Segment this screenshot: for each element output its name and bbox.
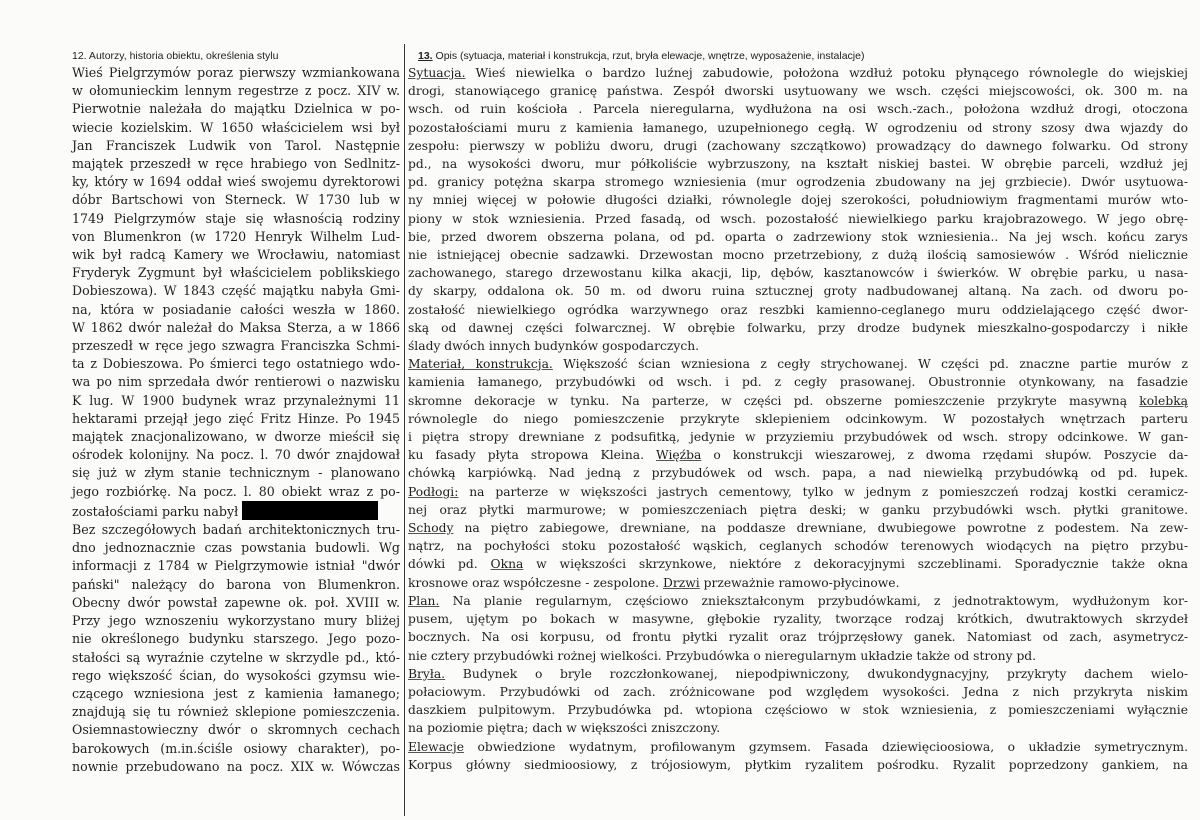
- description-text-line: [408, 610, 1188, 628]
- description-text-line: [408, 592, 1188, 610]
- history-text-line: Osiemnastowieczny dwór o skromnych cechach: [72, 722, 400, 738]
- history-text-column: [72, 64, 400, 776]
- history-text-line: na, która w posiadanie całości weszła w 1860.: [72, 301, 400, 317]
- description-text-line: [408, 647, 1188, 665]
- line-text: piony w stok wzniesienia. Przed fasadą, od wsch. pozostałość niewielkiego parku krajobrazowego. W jego obrę-: [408, 211, 1188, 226]
- line-text: bie, przed dworem obszerna polana, od pd. oparta o zadrzewiony stok wzniesienia.. Na jej wsch. końcu zarys: [408, 229, 1188, 244]
- line-text: przeważnie ramowo-płycinowe.: [699, 575, 900, 590]
- line-text: ską od dawnej części folwarcznej. W obrębie folwarku, przy drodze budynek mieszkalno-gospodarczy i nikłe: [408, 320, 1188, 335]
- description-text-line: [408, 337, 1188, 355]
- line-text: ny mniej więcej w połowie długości działki, równolegle dojej szerokości, południowiym fragmentami murów wto-: [408, 193, 1188, 208]
- line-text: pozostałościami muru z kamienia łamanego, uzupełnionego cegłą. W ogrodzeniu od strony szosy dwa wjazdy do: [408, 120, 1188, 135]
- underlined-term: Materiał, konstrukcja.: [408, 357, 553, 372]
- line-text: daszkiem pulpitowym. Przybudówka pd. wtopiona częściowo w stok wzniesienia, z pomieszczeniami wyłącznie: [408, 703, 1188, 718]
- description-text-column: [408, 64, 1188, 774]
- description-text-line: [408, 282, 1188, 300]
- history-text-line: hektarami przejął jego zięć Fritz Hinze. Po 1945: [72, 410, 400, 426]
- history-text-line: dno jednoznacznie czas powstania budowli. Wg: [72, 540, 400, 556]
- line-text: Większość ścian wzniesiona z cegły strychowanej. W części pd. znaczne partie murów z: [552, 357, 1188, 372]
- description-text-line: [408, 464, 1188, 482]
- line-text: Na planie regularnym, częściowo zniekształconym przybudówkami, z jednotraktowym, wydłużonym kor-: [439, 593, 1188, 608]
- history-text-line: W 1862 dwór należał do Maksa Sterza, a w 1866: [72, 319, 400, 335]
- description-text-line: [408, 665, 1188, 683]
- history-text-line: ośrodek kolonijny. Na pocz. l. 70 dwór znajdował: [72, 447, 400, 463]
- history-text-line: nownie przebudowano na pocz. XIX w. Wówczas: [72, 758, 400, 774]
- underlined-term: Okna: [490, 557, 524, 572]
- description-text-line: [408, 191, 1188, 209]
- history-text-line: czącego wzniesiona jest z kamienia łamanego;: [72, 685, 400, 701]
- line-text: krosnowe oraz współczesne - zespolone.: [408, 575, 663, 590]
- description-text-line: [408, 246, 1188, 264]
- history-text-line: ky, który w 1694 oddał wieś swojemu dyrektorowi: [72, 174, 400, 190]
- history-text-line: K lug. W 1900 budynek wraz przynależnymi 11: [72, 392, 400, 408]
- line-text: obwiedzione wydatnym, profilowanym gzymsem. Fasada dziewięcioosiowa, o układzie symetrycznym.: [464, 739, 1188, 754]
- line-text: wsch. od ruin kościoła . Parcela nieregularna, wydłużona na osi wsch.-zach., położona wzdłuż drogi, otoczona: [408, 102, 1188, 117]
- description-text-line: [408, 428, 1188, 446]
- history-text-line: Fryderyk Zygmunt był właścicielem poblikskiego: [72, 265, 400, 281]
- history-text-line: Bez szczegółowych badań architektonicznych tru-: [72, 522, 400, 538]
- description-text-line: [408, 628, 1188, 646]
- underlined-term: Bryła.: [408, 666, 446, 681]
- history-text-line: von Blumenkron (w 1720 Henryk Wilhelm Lud-: [72, 228, 400, 244]
- history-text-line: przeszedł w ręce jego szwagra Franciszka Schmi-: [72, 338, 400, 354]
- section-heading-text: Opis (sytuacja, materiał i konstrukcja, rzut, bryła elewacje, wnętrze, wyposażenie, instalacje): [432, 50, 865, 62]
- line-text: skromne dekoracje w tynku. Na parterze, w części pd. obszerne pomieszczenie przykryte masywną: [408, 393, 1140, 408]
- description-text-line: [408, 373, 1188, 391]
- description-text-line: [408, 446, 1188, 464]
- line-text: połaciowym. Przybudówki od zach. zróżnicowane pod względem wysokości. Jedna z nich przykryta niskim: [408, 684, 1188, 699]
- column-divider: [404, 44, 405, 816]
- description-text-line: [408, 701, 1188, 719]
- history-text-line: Obecny dwór powstał zapewne ok. poł. XVIII w.: [72, 594, 400, 610]
- history-text-line: dóbr Bartschowi von Sterneck. W 1730 lub w: [72, 192, 400, 208]
- description-text-line: [408, 719, 1188, 737]
- description-text-line: [408, 82, 1188, 100]
- description-text-line: [408, 537, 1188, 555]
- history-text-line: 1749 Pielgrzymów staje się własnością rodziny: [72, 210, 400, 226]
- line-text: Korpus główny siedmioosiowy, z trójosiowym, płytkim ryzalitem pośrodku. Ryzalit poprzedzony gankiem, na: [408, 757, 1188, 772]
- redaction-block: [242, 501, 378, 520]
- history-text-line: jego rozbiórkę. Na pocz. l. 80 obiekt wraz z po-: [72, 483, 400, 499]
- line-text: na poziomie piętra; dach w większości zniszczony.: [408, 721, 721, 736]
- line-text: Budynek o bryle rozczłonkowanej, niepodpiwniczony, dwukondygnacyjny, przykryty dachem wielo-: [445, 666, 1188, 681]
- description-text-line: [408, 392, 1188, 410]
- description-text-line: [408, 228, 1188, 246]
- underlined-term: Schody: [408, 521, 454, 536]
- line-text: na parterze w większości jastrych cementowy, tylko w jednym z pomieszczeń rodzaj kostki ceramicz-: [458, 484, 1188, 499]
- history-text-line: wiecie kozielskim. W 1650 właścicielem wsi był: [72, 119, 400, 135]
- underlined-term: Podłogi:: [408, 484, 459, 499]
- history-text-line: majątek przeszedł w ręce hrabiego von Sedlnitz-: [72, 156, 400, 172]
- history-text-line: Jan Franciszek Ludwik von Tarol. Następnie: [72, 137, 400, 153]
- history-text-line: się już w złym stanie technicznym - planowano: [72, 465, 400, 481]
- line-text: dy skarpy, oddalona ok. 50 m. od dworu ruina sztucznej groty nadbudowanej altaną. Na zach. od dworu po-: [408, 284, 1188, 299]
- description-text-line: [408, 756, 1188, 774]
- line-text: kamienia łamanego, przybudówki od wsch. i pd. z cegły prasowanej. Obustronnie otynkowany, na fasadzie: [408, 375, 1188, 390]
- history-text-line: ta z Dobieszowa. Po śmierci tego ostatniego wdo-: [72, 356, 400, 372]
- line-text: zespołu: pierwszy w pobliżu dworu, drugi (zachowany szczątkowo) prowadzący do dawnego folwarku. Od strony: [408, 138, 1188, 153]
- history-text-line: barokowych (m.in.ściśle osiowy charakter), po-: [72, 740, 400, 756]
- line-text: drogi, stanowiącego granicę państwa. Zespół dworski usytuowany we wsch. części miejscowości, ok. 300 m. na: [408, 84, 1188, 99]
- description-text-line: [408, 119, 1188, 137]
- line-text: nątrz, na pochyłości stoku pozostałość wąskich, ceglanych schodów terenowych wiodących na piętro przybu-: [408, 539, 1188, 554]
- history-text-line: w ołomunieckim lennym regestrze z pocz. XIV w.: [72, 83, 400, 99]
- line-text: ślady dwóch innych budynków gospodarczych.: [408, 339, 700, 354]
- line-text: na piętro zabiegowe, drewniane, na poddasze drewniane, dwubiegowe powrotne z podestem. Na zew-: [453, 521, 1188, 536]
- description-text-line: [408, 501, 1188, 519]
- history-text-line: Przy jego wznoszeniu wykorzystano mury bliżej: [72, 613, 400, 629]
- description-text-line: [408, 519, 1188, 537]
- history-text-line: znajdują się tu również sklepione pomieszczenia.: [72, 704, 400, 720]
- history-text-line: rego większość ścian, do wysokości gzymsu wie-: [72, 667, 400, 683]
- line-text: chówką karpiówką. Nad jedną z przybudówek od wsch. papa, a nad niewielką przybudówką od pd. łupek.: [408, 466, 1188, 481]
- underlined-term: Elewacje: [408, 739, 465, 754]
- history-text-line: pański" należący do barona von Blumenkron.: [72, 576, 400, 592]
- underlined-term: Drzwi: [663, 575, 700, 590]
- line-text: dówki pd.: [408, 557, 491, 572]
- history-text-line: Wieś Pielgrzymów poraz pierwszy wzmiankowana: [72, 65, 400, 80]
- line-text: o konstrukcji wieszarowej, z dwoma rzędami słupów. Poszycie da-: [701, 448, 1188, 463]
- line-text: bocznych. Na osi korpusu, od frontu płytki ryzalit oraz trójprzęsłowy ganek. Natomiast od zach, asymetrycz-: [408, 630, 1188, 645]
- description-text-line: [408, 301, 1188, 319]
- line-text: i piętra stropy drewniane z podsufitką, jedynie w przyziemiu przybudówek od wsch. stropy odcinkowe. W gan-: [408, 430, 1188, 445]
- description-text-line: [408, 738, 1188, 756]
- line-text: pd., na wysokości dworu, mur półkoliście wybrzuszony, na kształt niskiej bastei. W obrębie parceli, wzdłuż jej: [408, 157, 1188, 172]
- line-text: zachowanego, starego drzewostanu kilka akacji, lip, dębów, kasztanowców i świerków. W obrębie parku, u nasa-: [408, 266, 1188, 281]
- underlined-term: kolebką: [1139, 393, 1188, 408]
- history-text-line: majątek znacjonalizowano, w dworze mieścił się: [72, 429, 400, 445]
- underlined-term: Sytuacja.: [408, 66, 466, 80]
- underlined-term: Plan.: [408, 593, 440, 608]
- description-text-line: [408, 683, 1188, 701]
- description-text-line: [408, 355, 1188, 373]
- description-text-line: [408, 555, 1188, 573]
- description-text-line: [408, 64, 1188, 82]
- line-text: nie cztery przybudówki rożnej wielkości. Przybudówka o nieregularnym układzie także od strony pd.: [408, 648, 1037, 663]
- description-text-line: [408, 483, 1188, 501]
- history-text-line: Pierwotnie należała do majątku Dzielnica w po-: [72, 101, 400, 117]
- line-text: pusem, ujętym po bokach w masywne, głębokie ryzality, tworzące rodzaj krótkich, dwutraktowych skrzydeł: [408, 612, 1188, 627]
- history-text-line: wa po nim sprzedała dwór rentierowi o nazwisku: [72, 374, 400, 390]
- history-text-line: stałości są wyraźnie czytelne w skrzydle pd., któ-: [72, 649, 400, 665]
- line-text: nej oraz płytki marmurowe; w pomieszczeniach piętra deski; w ganku przybudówki wsch. płytki granitowe.: [408, 502, 1188, 517]
- description-text-line: [408, 410, 1188, 428]
- line-text: Wieś niewielka o bardzo luźnej zabudowie, położona wzdłuż potoku płynącego równolegle do wiejskiej: [465, 66, 1188, 80]
- line-text: pd. granicy potężna skarpa stromego wzniesienia (mur ogrodzenia zbudowany na jej grzbiecie). Dwór usytuowa-: [408, 175, 1188, 190]
- description-text-line: [408, 173, 1188, 191]
- description-text-line: [408, 319, 1188, 337]
- description-text-line: [408, 100, 1188, 118]
- line-text: w większości skrzynkowe, niektóre z dekoracyjnymi szczeblinami. Sporadycznie także okna: [523, 557, 1188, 572]
- right-column-heading: [418, 50, 864, 62]
- description-text-line: [408, 210, 1188, 228]
- history-text-line: zostałościami parku nabył: [72, 501, 400, 521]
- description-text-line: [408, 137, 1188, 155]
- description-text-line: [408, 155, 1188, 173]
- description-text-line: [408, 574, 1188, 592]
- history-text-line: informacji z 1784 w Pielgrzymowie istniał "dwór: [72, 558, 400, 574]
- line-text: nie istniejącej obecnie sadzawki. Drzewostan mocno przetrzebiony, z dużą ilością samosiewów . Wśród nielicznie: [408, 248, 1188, 263]
- section-number: 13.: [418, 50, 433, 62]
- history-text-line: wik był radcą Kamery we Wrocławiu, natomiast: [72, 247, 400, 263]
- history-text-line: nie określonego budynku starszego. Jego pozo-: [72, 631, 400, 647]
- underlined-term: Więźba: [656, 448, 702, 463]
- line-text: równolegle do niego pomieszczenie przykryte sklepieniem odcinkowym. W pozostałych wnętrzach parteru: [408, 411, 1188, 426]
- line-text: ku fasady płyta stropowa Kleina.: [408, 448, 657, 463]
- line-text: zostałość niewielkiego ogródka warzywnego oraz reszbki kamienno-ceglanego muru oddzielającego część dwor-: [408, 302, 1188, 317]
- left-column-heading: 12. Autorzy, historia obiektu, określenia stylu: [72, 50, 279, 62]
- history-text-line: Dobieszowa). W 1843 część majątku nabyła Gmi-: [72, 283, 400, 299]
- description-text-line: [408, 264, 1188, 282]
